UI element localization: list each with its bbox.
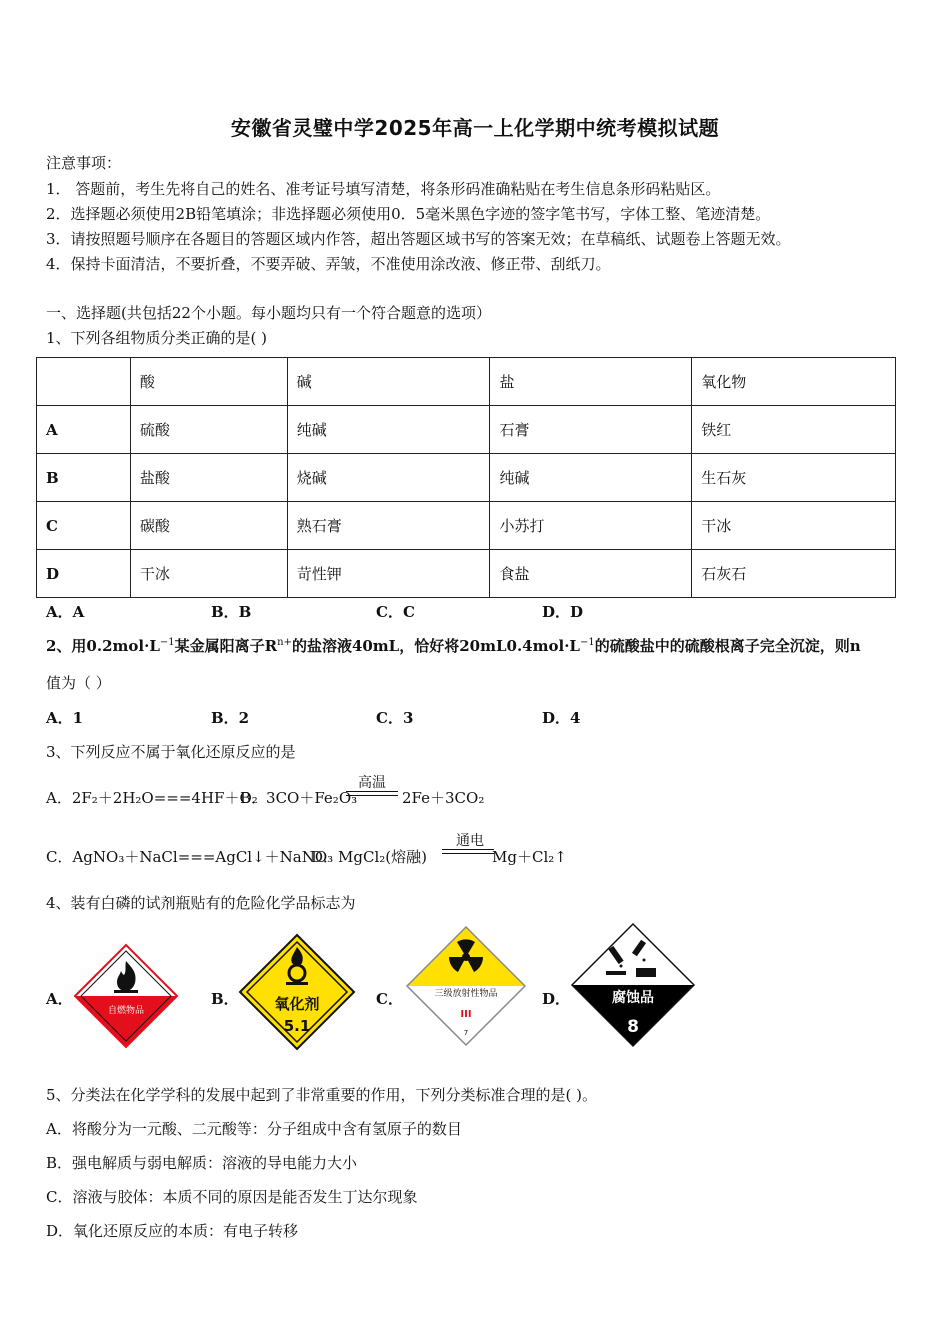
table-row [37,550,896,598]
table-cell: 干冰 [692,502,896,550]
option-d-label: D． [542,990,571,1008]
option-b-products: 2Fe＋3CO₂ [402,789,485,807]
table-cell: 苛性钾 [287,550,490,598]
equals-arrow [346,791,398,796]
option-b: B．2 [211,709,250,727]
flammable-solid-sign-icon [73,943,179,1049]
radioactive-sign-icon [405,925,527,1047]
table-header: 碱 [287,358,490,406]
reaction-condition: 通电 [456,833,484,849]
svg-text:氧化剂: 氧化剂 [274,995,320,1013]
question-3-stem: 3、下列反应不属于氧化还原反应的是 [46,743,296,761]
question-2-stem: 2、用$0.2mol\cdot L^{-1}$某金属阳离子$R^{n+}$的盐溶液40mL，恰好将$20mL0.4mol\cdot L^{-1}$的硫酸盐中的硫酸根离子完全沉淀，则n [46,637,861,655]
oxidizer-sign-icon [238,933,356,1051]
table-row [37,454,896,502]
option-a: A．2F₂＋2H₂O===4HF＋O₂ [46,789,258,807]
notice-heading: 注意事项： [46,154,122,172]
svg-text:腐蚀品: 腐蚀品 [612,990,654,1006]
table-header: 氧化物 [692,358,896,406]
option-c: C．AgNO₃＋NaCl===AgCl↓＋NaNO₃ [46,848,334,866]
option-a: A．A [46,603,85,621]
notice-item: 2．选择题必须使用2B铅笔填涂；非选择题必须使用0．5毫米黑色字迹的签字笔书写，字体工整、笔迹清楚。 [46,205,771,223]
table-cell: 烧碱 [287,454,490,502]
table-cell: 小苏打 [490,502,692,550]
table-cell: A [37,406,131,454]
section-heading: 一、选择题(共包括22个小题。每小题均只有一个符合题意的选项） [46,304,491,322]
svg-text:三级放射性物品: 三级放射性物品 [434,989,498,999]
option-c: C．C [376,603,415,621]
option-a-label: A． [46,990,73,1008]
table-header-row [37,358,896,406]
table-cell: 生石灰 [692,454,896,502]
option-a: A．1 [46,709,84,727]
svg-text:8: 8 [627,1017,639,1037]
option-c: C．3 [376,709,414,727]
option-b: B．B [211,603,252,621]
equals-arrow [442,849,494,854]
notice-item: 4．保持卡面清洁，不要折叠，不要弄破、弄皱，不准使用涂改液、修正带、刮纸刀。 [46,255,611,273]
question-2-stem-line2: 值为（ ） [46,674,111,692]
table-header: 盐 [490,358,692,406]
option-c: C．溶液与胶体：本质不同的原因是能否发生丁达尔现象 [46,1188,418,1206]
option-b-label: B． [211,990,239,1008]
table-cell: 石灰石 [692,550,896,598]
table-header [37,358,131,406]
table-cell: 石膏 [490,406,692,454]
question-1-stem: 1、下列各组物质分类正确的是( ) [46,329,268,347]
table-row [37,502,896,550]
table-cell: 铁红 [692,406,896,454]
option-c-label: C． [376,990,403,1008]
table-cell: 盐酸 [130,454,287,502]
svg-text:III: III [460,1009,472,1020]
option-b: B．强电解质与弱电解质：溶液的导电能力大小 [46,1154,358,1172]
table-cell: B [37,454,131,502]
table-cell: 干冰 [130,550,287,598]
table-cell: D [37,550,131,598]
table-cell: 碳酸 [130,502,287,550]
reaction-condition: 高温 [358,775,386,791]
option-a: A．将酸分为一元酸、二元酸等：分子组成中含有氢原子的数目 [46,1120,462,1138]
option-d: D．D [542,603,584,621]
option-d-products: Mg＋Cl₂↑ [492,848,567,866]
table-cell: 纯碱 [287,406,490,454]
option-d: D．MgCl₂(熔融) [311,848,427,866]
table-cell: 熟石膏 [287,502,490,550]
option-b: B．3CO＋Fe₂O₃ [240,789,358,807]
classification-table [36,357,896,598]
page-title: 安徽省灵璧中学2025年高一上化学期中统考模拟试题 [230,116,720,140]
table-cell: 食盐 [490,550,692,598]
svg-text:5.1: 5.1 [283,1017,311,1035]
svg-text:7: 7 [463,1029,469,1037]
option-d: D．氧化还原反应的本质：有电子转移 [46,1222,299,1240]
question-5-stem: 5、分类法在化学学科的发展中起到了非常重要的作用，下列分类标准合理的是( )。 [46,1086,598,1104]
table-row [37,406,896,454]
svg-text:自燃物品: 自燃物品 [107,1006,145,1016]
notice-item: 1． 答题前，考生先将自己的姓名、准考证号填写清楚，将条形码准确粘贴在考生信息条形码粘贴区。 [46,180,721,198]
table-header: 酸 [130,358,287,406]
question-4-stem: 4、装有白磷的试剂瓶贴有的危险化学品标志为 [46,894,356,912]
notice-item: 3．请按照题号顺序在各题目的答题区域内作答，超出答题区域书写的答案无效；在草稿纸、试题卷上答题无效。 [46,230,791,248]
table-cell: C [37,502,131,550]
option-d: D．4 [542,709,581,727]
table-cell: 纯碱 [490,454,692,502]
table-cell: 硫酸 [130,406,287,454]
corrosive-sign-icon [570,922,696,1048]
